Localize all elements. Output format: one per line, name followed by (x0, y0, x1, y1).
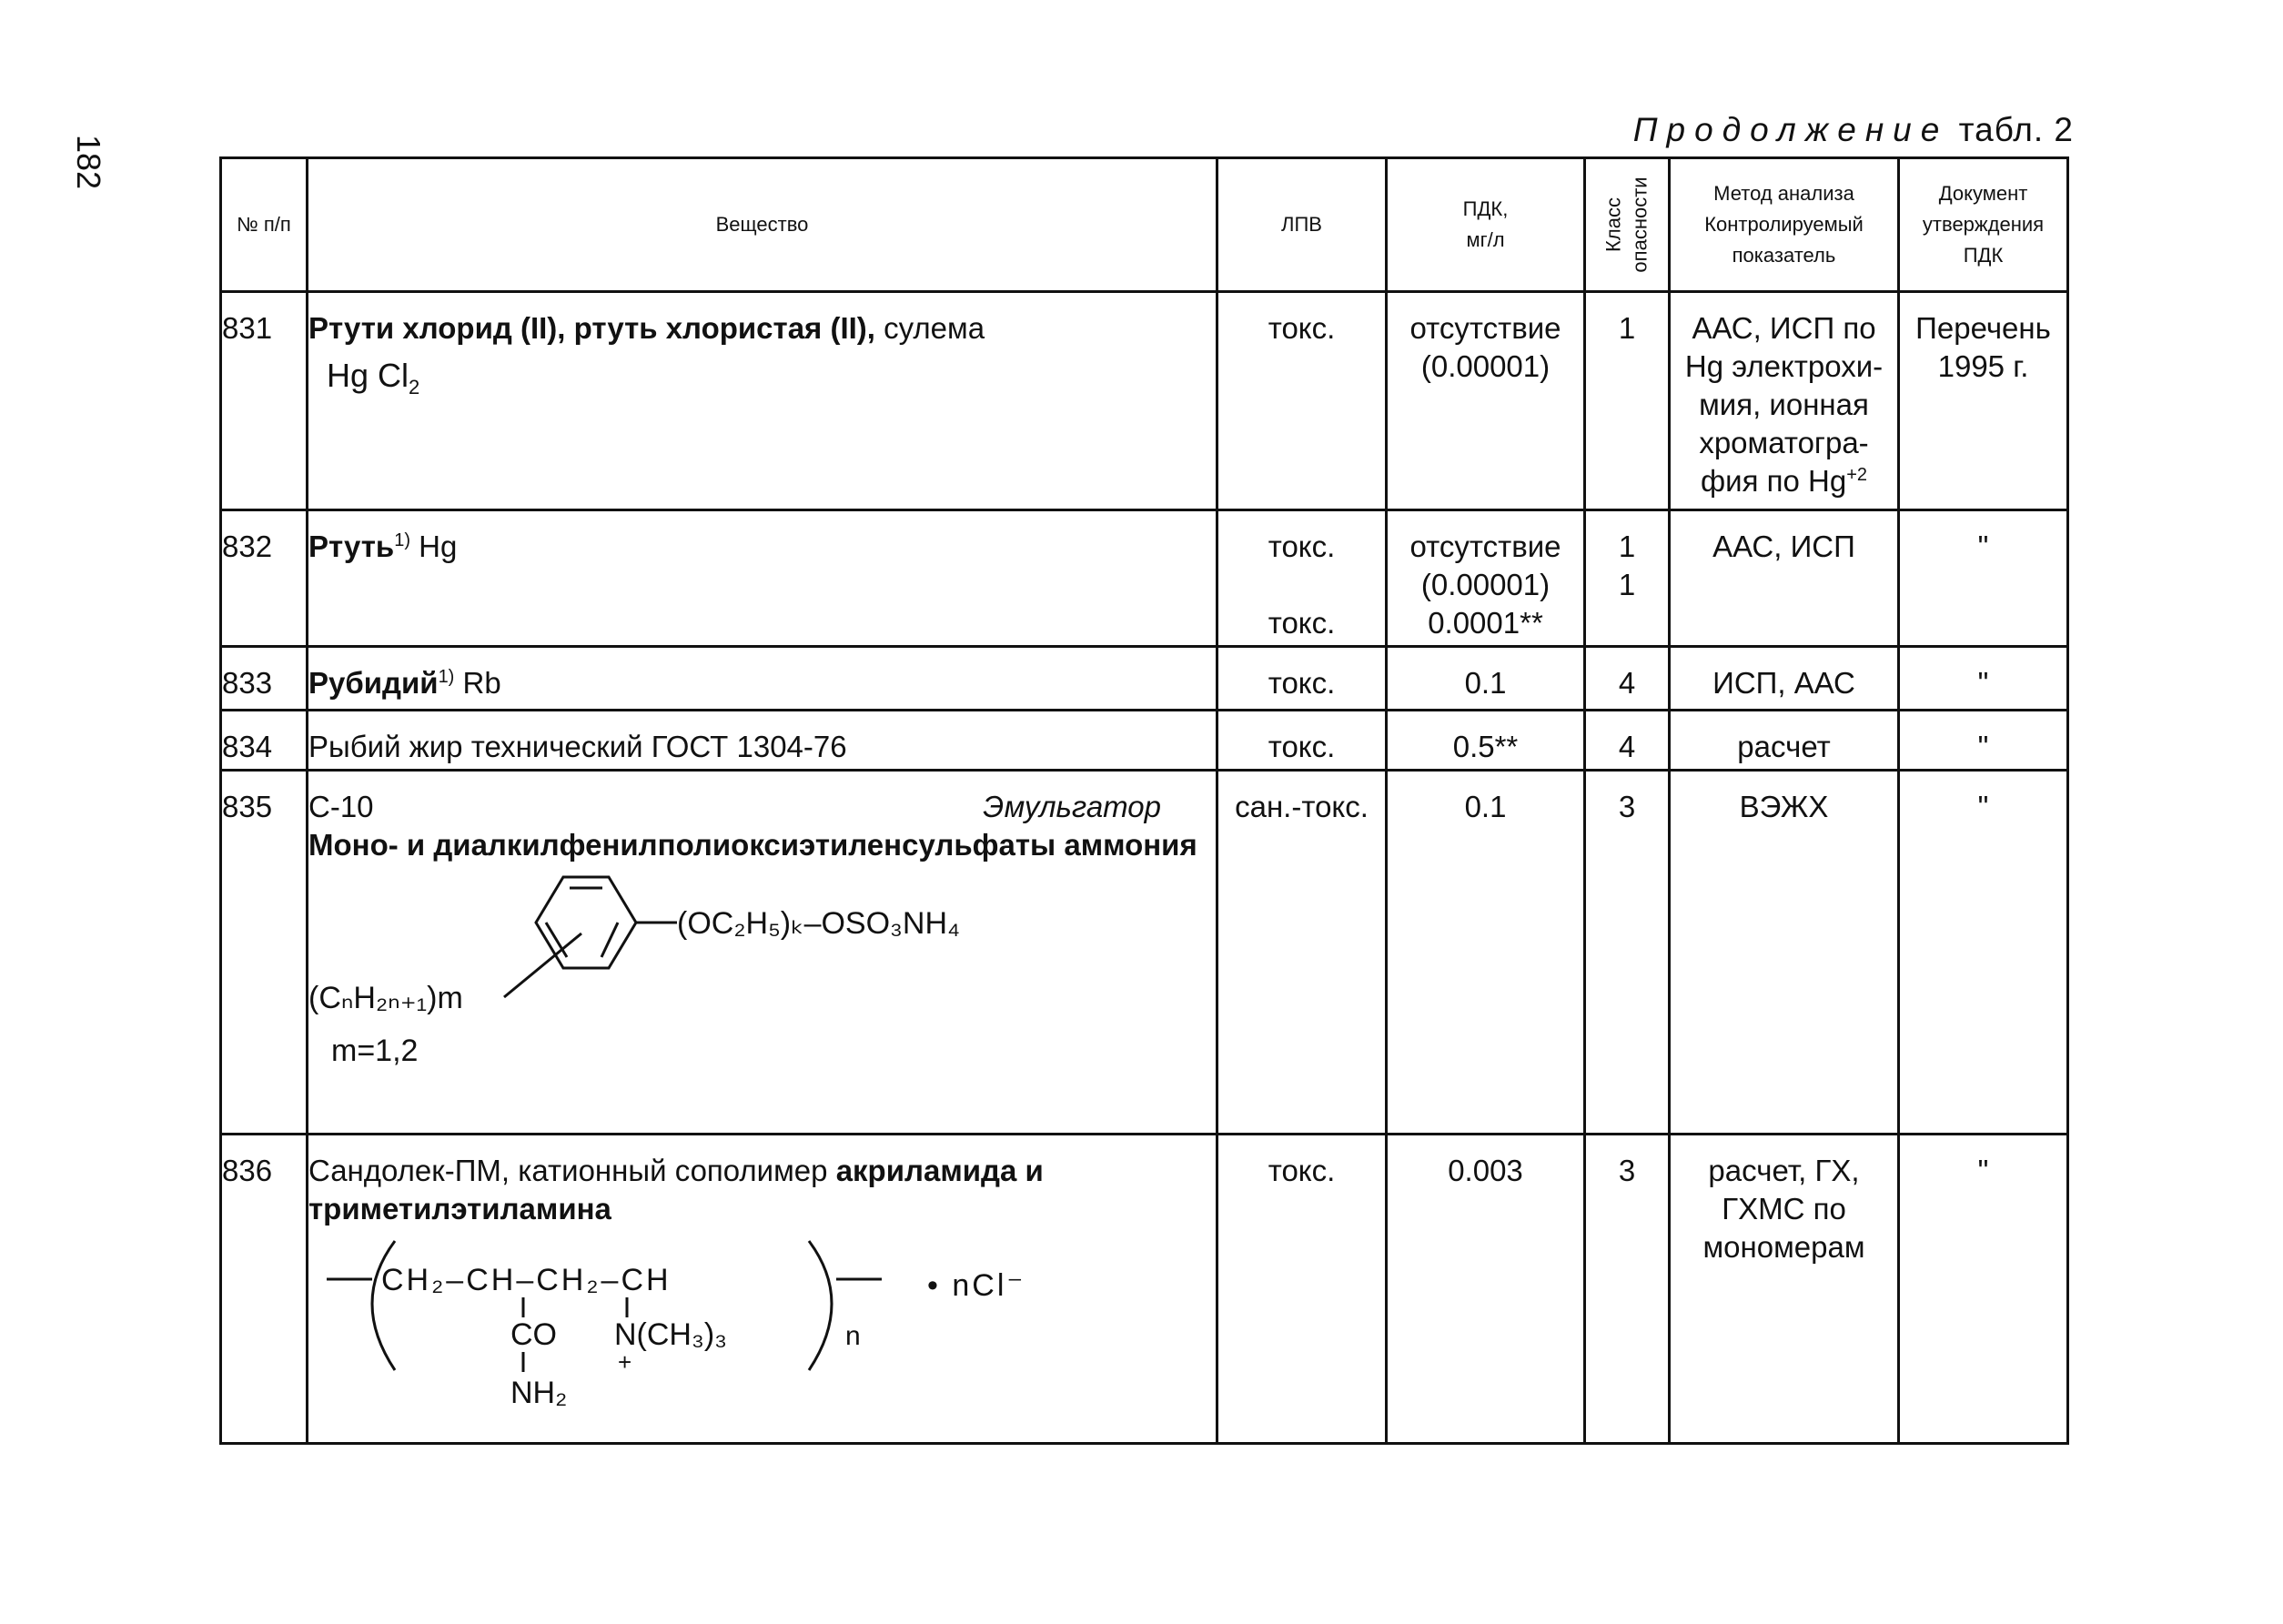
substance-name: С-10 (308, 790, 374, 823)
ring-double-bond (601, 923, 618, 957)
table-row (221, 510, 2068, 647)
row-num: 833 (221, 647, 308, 711)
header-pdk (1387, 158, 1585, 292)
header-pdk-line2: мг/л (1466, 228, 1505, 251)
header-doc-line3: ПДК (1963, 244, 2004, 267)
table-row (221, 771, 2068, 1135)
header-hazard-line2: опасности (1628, 177, 1651, 273)
structural-formula-alkylphenyl (308, 870, 1127, 1088)
document-cell: " (1899, 647, 2068, 711)
header-num: № п/п (221, 158, 308, 292)
table-row (221, 1135, 2068, 1444)
header-row (221, 158, 2068, 292)
charge-sign: + (618, 1348, 632, 1376)
table-reference: табл. 2 (1958, 111, 2074, 148)
lpv-cell: токс. (1217, 647, 1387, 711)
amide-group: NH₂ (510, 1376, 568, 1410)
pdk-cell: 0.5** (1387, 711, 1585, 771)
substance-cell (308, 1135, 1217, 1444)
pdk-cell: 0.003 (1387, 1135, 1585, 1444)
footnote-mark: 1) (394, 530, 410, 550)
header-lpv: ЛПВ (1217, 158, 1387, 292)
substance-name-bold: Ртуть (308, 530, 395, 563)
hazard-cell: 4 (1585, 711, 1670, 771)
repeat-index: n (845, 1321, 861, 1351)
bond-line (504, 933, 581, 997)
hazard-cell: 1 1 (1585, 510, 1670, 647)
pdk-cell: отсутствие (0.00001) (1387, 292, 1585, 510)
lpv-cell: сан.-токс. (1217, 771, 1387, 1135)
header-hazard-class (1585, 158, 1670, 292)
document-cell: " (1899, 771, 2068, 1135)
pdk-table (219, 156, 2069, 1445)
substance-name-bold: Рубидий (308, 666, 439, 700)
benzene-ring (536, 877, 636, 968)
carbonyl-group: CO (510, 1317, 557, 1352)
polymer-backbone: CH₂–CH–CH₂–CH (381, 1263, 672, 1297)
substance-cell (308, 510, 1217, 647)
row-num: 835 (221, 771, 308, 1135)
footnote-mark: 1) (438, 667, 455, 687)
substance-cell (308, 292, 1217, 510)
header-doc-line1: Документ (1938, 181, 2028, 205)
hazard-cell: 3 (1585, 1135, 1670, 1444)
lpv-cell: токс. (1217, 711, 1387, 771)
header-document (1899, 158, 2068, 292)
method-cell: расчет (1670, 711, 1899, 771)
method-cell: ИСП, ААС (1670, 647, 1899, 711)
substance-name-bold: акриламида и триметилэтиламина (308, 1154, 1044, 1226)
substance-name: Hg (410, 530, 458, 563)
document-cell: " (1899, 1135, 2068, 1444)
right-bracket (809, 1241, 832, 1370)
substance-name: Сандолек-ПМ, катионный сополимер (308, 1154, 836, 1187)
header-doc-line2: утверждения (1922, 212, 2045, 236)
substance-category: Эмульгатор (983, 790, 1161, 823)
row-num: 831 (221, 292, 308, 510)
header-substance: Вещество (308, 158, 1217, 292)
lpv-cell: токс. токс. (1217, 510, 1387, 647)
header-pdk-line1: ПДК, (1462, 197, 1509, 220)
substance-cell (308, 771, 1217, 1135)
method-cell: ААС, ИСП (1670, 510, 1899, 647)
page-number: 182 (70, 135, 107, 190)
method-cell: расчет, ГХ, ГХМС по мономерам (1670, 1135, 1899, 1444)
substance-name-bold: Моно- и диалкилфенилполиоксиэтиленсульфаты аммония (308, 828, 1197, 862)
structural-formula-copolymer (308, 1234, 1127, 1416)
hazard-cell: 3 (1585, 771, 1670, 1135)
substance-name: сулема (874, 311, 985, 345)
pdk-cell: 0.1 (1387, 771, 1585, 1135)
hazard-cell: 4 (1585, 647, 1670, 711)
substance-name: Rb (454, 666, 501, 700)
method-cell: ВЭЖХ (1670, 771, 1899, 1135)
ring-double-bond (546, 923, 567, 957)
row-num: 836 (221, 1135, 308, 1444)
left-bracket (372, 1241, 395, 1370)
header-method-line3: показатель (1732, 244, 1836, 267)
hazard-cell: 1 (1585, 292, 1670, 510)
header-method (1670, 158, 1899, 292)
pdk-cell: 0.1 (1387, 647, 1585, 711)
table-row (221, 647, 2068, 711)
substance-cell: Рыбий жир технический ГОСТ 1304-76 (308, 711, 1217, 771)
continuation-word: Продолжение (1632, 111, 1949, 148)
alkyl-group: (CₙH₂ₙ₊₁)m (308, 981, 463, 1015)
counter-ion: • nCl⁻ (927, 1268, 1026, 1303)
document-cell: Перечень 1995 г. (1899, 292, 2068, 510)
row-num: 832 (221, 510, 308, 647)
substance-name-bold: Ртути хлорид (II), ртуть хлористая (II), (308, 311, 875, 345)
header-method-line1: Метод анализа (1713, 181, 1854, 205)
header-method-line2: Контролируемый (1704, 212, 1864, 236)
document-cell: " (1899, 711, 2068, 771)
chemical-formula: Hg $Cl_2$ (327, 357, 420, 399)
index-note: m=1,2 (331, 1034, 419, 1068)
ammonium-group: N(CH₃)₃ (614, 1317, 727, 1352)
table-row (221, 711, 2068, 771)
method-cell: ААС, ИСП по Hg электрохи- мия, ионная хроматогра- фия по $Hg^{+2}$ (1670, 292, 1899, 510)
substance-cell (308, 647, 1217, 711)
polyoxyethylene-chain: (OC₂H₅)ₖ–OSO₃NH₄ (677, 906, 960, 941)
lpv-cell: токс. (1217, 1135, 1387, 1444)
header-hazard-line1: Класс (1601, 197, 1625, 252)
pdk-cell: отсутствие (0.00001) 0.0001** (1387, 510, 1585, 647)
lpv-cell: токс. (1217, 292, 1387, 510)
table-continuation-label (1633, 111, 2074, 149)
table-row (221, 292, 2068, 510)
row-num: 834 (221, 711, 308, 771)
document-cell: " (1899, 510, 2068, 647)
